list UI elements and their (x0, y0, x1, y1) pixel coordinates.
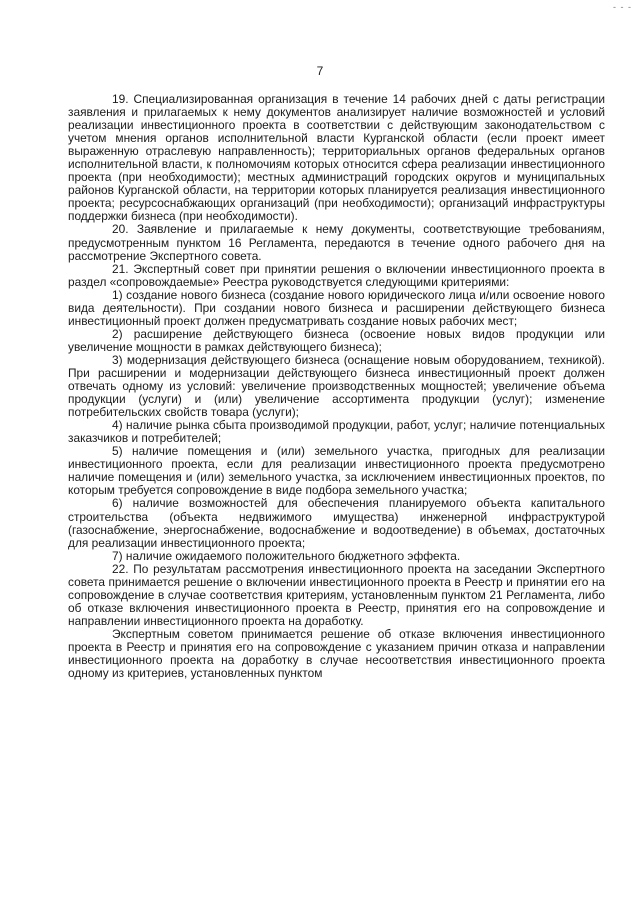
criterion-3: 3) модернизация действующего бизнеса (оснащение новым оборудованием, техникой). При расширении и модернизации действующего бизнеса инвестиционный проект должен отвечать одному из условий: увеличение производственных мощностей; увеличение объема продукции (услуги) и (или) увеличение ассортимента продукции (услуг); изменение потребительских свойств товара (услуги); (68, 352, 605, 420)
criterion-5: 5) наличие помещения и (или) земельного участка, пригодных для реализации инвестиционного проекта, если для реализации инвестиционного проекта предусмотрено наличие помещения и (или) земельного участка, за исключением инвестиционных проектов, по которым требуется сопровождение в виде подбора земельного участка; (68, 444, 605, 498)
criterion-6: 6) наличие возможностей для обеспечения планируемого объекта капитального строительства (объекта недвижимого имущества) инженерной инфраструктурой (газоснабжение, энергоснабжение, водоснабжение и водоотведение) в объемах, достаточных для реализации инвестиционного проекта; (68, 496, 605, 550)
corner-mark: - - - (613, 2, 632, 12)
criterion-1: 1) создание нового бизнеса (создание нового юридического лица и/или освоение нового вида деятельности). При создании нового бизнеса и расширении действующего бизнеса инвестиционный проект должен предусматривать создание новых рабочих мест; (68, 287, 605, 328)
criterion-7: 7) наличие ожидаемого положительного бюджетного эффекта. (112, 548, 461, 563)
paragraph-19: 19. Специализированная организация в течение 14 рабочих дней с даты регистрации заявления и прилагаемых к нему документов анализирует наличие возможностей и условий реализации инвестиционного проекта в соответствии с действующим законодательством с учетом мнения органов исполнительной власти Курганской области (если проект имеет выраженную отраслевую направленность); территориальных органов федеральных органов исполнительной власти, к полномочиям которых относится сфера реализации инвестиционного проекта (при необходимости); местных администраций городских округов и муниципальных районов Курганской области, на территории которых планируется реализация инвестиционного проекта; ресурсоснабжающих организаций (при необходимости); организаций инфраструктуры поддержки бизнеса (при необходимости). (68, 92, 605, 224)
criterion-2: 2) расширение действующего бизнеса (освоение новых видов продукции или увеличение мощности в рамках действующего бизнеса); (68, 326, 605, 354)
paragraph-20: 20. Заявление и прилагаемые к нему документы, соответствующие требованиям, предусмотренным пунктом 16 Регламента, передаются в течение одного рабочего дня на рассмотрение Экспертного совета. (68, 222, 605, 263)
paragraph-refusal: Экспертным советом принимается решение об отказе включения инвестиционного проекта в Реестр и принятия его на сопровождение с указанием причин отказа и направлении инвестиционного проекта на доработку в случае несоответствия инвестиционного проекта одному из критериев, установленных пунктом (68, 626, 605, 681)
paragraph-21: 21. Экспертный совет при принятии решения о включении инвестиционного проекта в раздел «сопровождаемые» Реестра руководствуется следующими критериями: (68, 261, 605, 289)
document-body (68, 93, 605, 680)
page-number: 7 (316, 64, 324, 78)
criterion-4: 4) наличие рынка сбыта производимой продукции, работ, услуг; наличие потенциальных заказчиков и потребителей; (68, 418, 605, 446)
paragraph-22: 22. По результатам рассмотрения инвестиционного проекта на заседании Экспертного совета принимается решение о включении инвестиционного проекта в Реестр и принятии его на сопровождение в случае соответствия критериям, установленным пунктом 21 Регламента, либо об отказе включения инвестиционного проекта в Реестр, принятия его на сопровождение и направлении инвестиционного проекта на доработку. (68, 561, 605, 628)
